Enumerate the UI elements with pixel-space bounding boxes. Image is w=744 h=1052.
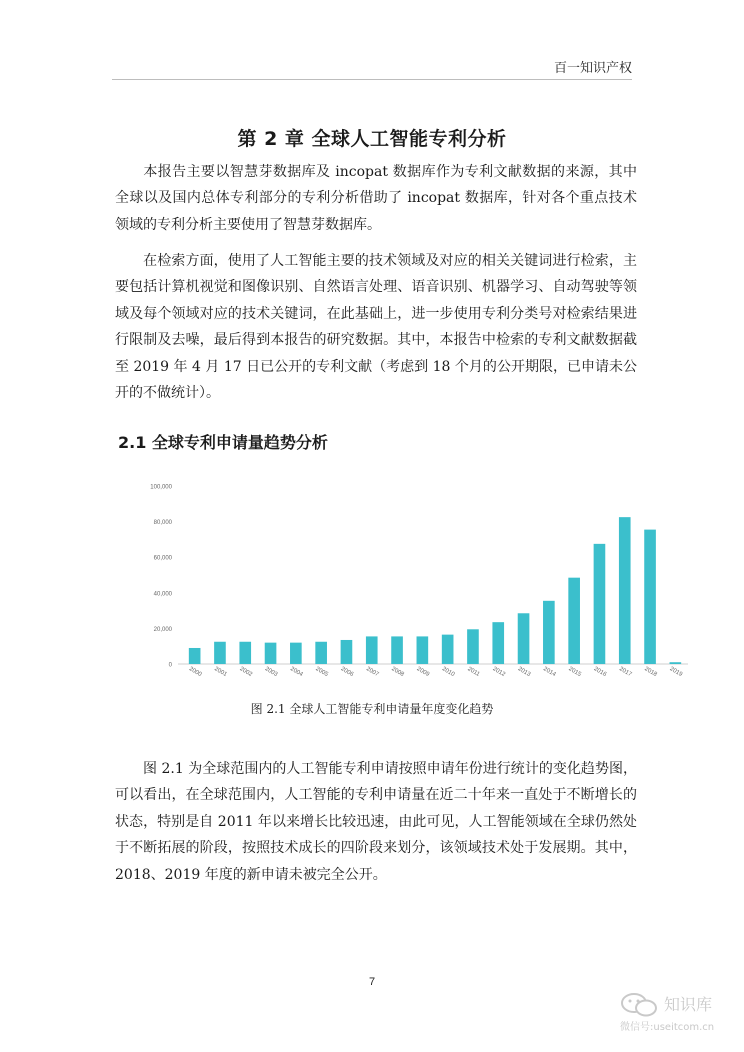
x-tick-label: 2003 <box>263 666 279 679</box>
bar-2000 <box>189 648 201 664</box>
bar-2005 <box>315 642 327 664</box>
paragraph-2-text: 在检索方面，使用了人工智能主要的技术领域及对应的相关关键词进行检索，主要包括计算机视觉和图像识别、自然语言处理、语音识别、机器学习、自动驾驶等领域及每个领域对应的技术关键词，在此基础上，进一步使用专利分类号对检索结果进行限制及去噪，最后得到本报告的研究数据。其中，本报告中检索的专利文献数据截至 2019 年 4 月 17 日已公开的专利文献（考虑到 18 个月的公开期限，已申请未公开的不做统计）。 <box>115 253 637 402</box>
bar-2007 <box>366 636 378 664</box>
bar-2001 <box>214 642 226 664</box>
bar-2019 <box>670 662 682 664</box>
x-tick-label: 2011 <box>466 666 481 678</box>
bar-2014 <box>543 601 555 664</box>
x-tick-label: 2001 <box>213 666 228 679</box>
bar-2009 <box>417 636 429 664</box>
paragraph-1 <box>115 159 637 238</box>
y-tick-label: 20,000 <box>153 626 172 633</box>
bar-2011 <box>467 629 479 664</box>
bar-2003 <box>265 643 277 664</box>
x-tick-label: 2017 <box>617 666 633 679</box>
bar-2002 <box>239 642 251 664</box>
watermark-name: 知识库 <box>664 995 713 1014</box>
x-tick-label: 2016 <box>592 666 608 679</box>
figure-caption: 图 2.1 全球人工智能专利申请量年度变化趋势 <box>250 702 494 716</box>
paragraph-1-text: 本报告主要以智慧芽数据库及 incopat 数据库作为专利文献数据的来源，其中全球以及国内总体专利部分的专利分析借助了 incopat 数据库，针对各个重点技术领域的专利分析主要使用了智慧芽数据库。 <box>115 164 637 233</box>
x-tick-label: 2009 <box>415 666 431 679</box>
x-tick-label: 2019 <box>668 666 684 679</box>
header-rule <box>112 79 632 80</box>
x-tick-label: 2014 <box>542 666 557 679</box>
paragraph-3 <box>115 756 637 888</box>
x-tick-label: 2013 <box>516 666 532 679</box>
patent-trend-chart <box>140 476 700 686</box>
x-tick-label: 2002 <box>238 666 254 679</box>
paragraph-2 <box>115 248 637 406</box>
x-tick-label: 2000 <box>187 666 203 679</box>
section-title: 2.1 全球专利申请量趋势分析 <box>118 433 328 452</box>
y-tick-label: 80,000 <box>153 520 172 527</box>
watermark-sub: 微信号:useitcom.cn <box>620 1022 715 1033</box>
x-tick-label: 2015 <box>567 666 582 679</box>
bar-2006 <box>341 640 353 664</box>
bar-2017 <box>619 517 631 664</box>
x-tick-label: 2010 <box>440 666 456 679</box>
watermark <box>620 990 730 1038</box>
bar-2012 <box>492 622 504 664</box>
x-tick-label: 2012 <box>491 666 507 679</box>
header-title: 百一知识产权 <box>553 61 632 76</box>
y-tick-label: 60,000 <box>153 555 172 562</box>
bar-2015 <box>568 578 580 664</box>
y-tick-label: 100,000 <box>150 484 172 491</box>
wechat-icon <box>620 992 660 1018</box>
y-tick-label: 0 <box>168 662 172 669</box>
x-tick-label: 2004 <box>289 666 304 679</box>
bar-2008 <box>391 636 403 664</box>
bar-2013 <box>518 613 530 664</box>
x-tick-label: 2018 <box>643 666 658 679</box>
bar-2010 <box>442 635 454 664</box>
x-tick-label: 2007 <box>364 666 380 679</box>
bar-2016 <box>594 544 606 664</box>
chapter-title: 第 2 章 全球人工智能专利分析 <box>237 128 507 150</box>
bar-2018 <box>644 530 656 664</box>
bar-2004 <box>290 643 302 664</box>
x-tick-label: 2005 <box>314 666 329 679</box>
y-tick-label: 40,000 <box>153 591 172 598</box>
paragraph-3-text: 图 2.1 为全球范围内的人工智能专利申请按照申请年份进行统计的变化趋势图，可以看出，在全球范围内，人工智能的专利申请量在近二十年来一直处于不断增长的状态，特别是自 2011 年以来增长比较迅速，由此可见，人工智能领域在全球仍然处于不断拓展的阶段，按照技术成长的四阶段来划分，该领域技术处于发展期。其中，2018、2019 年度的新申请未被完全公开。 <box>115 761 637 883</box>
page-number: 7 <box>368 976 376 988</box>
x-tick-label: 2008 <box>390 666 405 679</box>
x-tick-label: 2006 <box>339 666 355 679</box>
